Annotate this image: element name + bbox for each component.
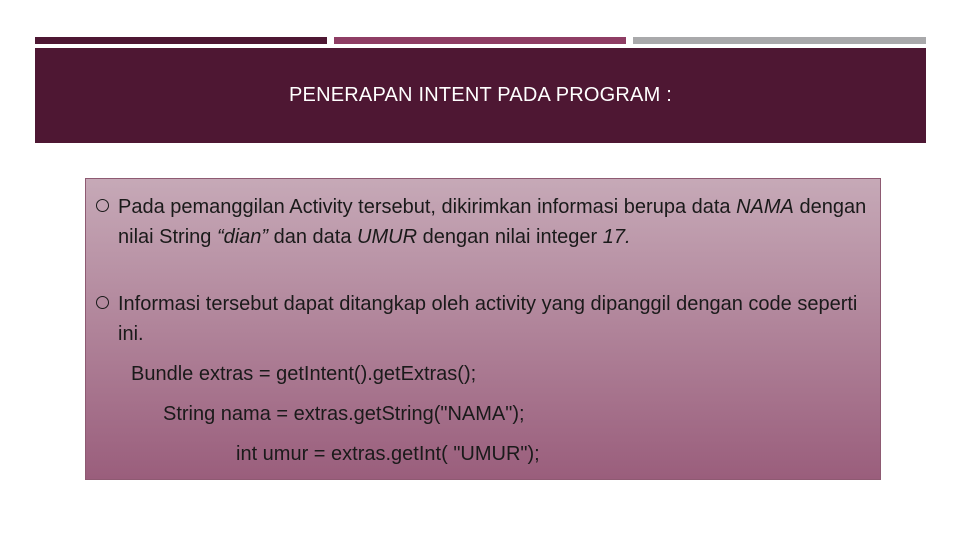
accent-bar-magenta	[334, 37, 626, 44]
bullet-1-part: dengan nilai integer	[417, 226, 603, 248]
bullet-1-part: UMUR	[357, 226, 418, 248]
circle-outline-icon	[96, 199, 109, 212]
bullet-2-part: Informasi tersebut dapat ditangkap oleh activity yang dipanggil dengan code seperti ini.	[118, 293, 858, 345]
bullet-1-part: “dian”	[216, 226, 269, 248]
code-line-2: String nama = extras.getString("NAMA");	[163, 403, 525, 425]
bullet-1-part: 17.	[602, 226, 631, 248]
bullet-text-1	[118, 192, 876, 252]
bullet-item-2	[96, 289, 876, 349]
bullet-item-1	[96, 192, 876, 252]
circle-outline-icon	[96, 296, 109, 309]
accent-bar-gray	[633, 37, 926, 44]
code-line-3: int umur = extras.getInt( "UMUR");	[236, 443, 540, 465]
bullet-1-part: Pada pemanggilan Activity tersebut, dikirimkan informasi berupa data	[118, 196, 737, 218]
code-line-1: Bundle extras = getIntent().getExtras();	[131, 363, 477, 385]
bullet-1-part: dengan nilai String	[118, 196, 867, 248]
bullet-text-2	[118, 289, 876, 349]
bullet-1-part: dan data	[268, 226, 358, 248]
bullet-1-part: NAMA	[736, 196, 794, 218]
slide-title: PENERAPAN INTENT PADA PROGRAM :	[289, 84, 672, 106]
accent-bar-dark	[35, 37, 327, 44]
title-band	[35, 48, 926, 143]
